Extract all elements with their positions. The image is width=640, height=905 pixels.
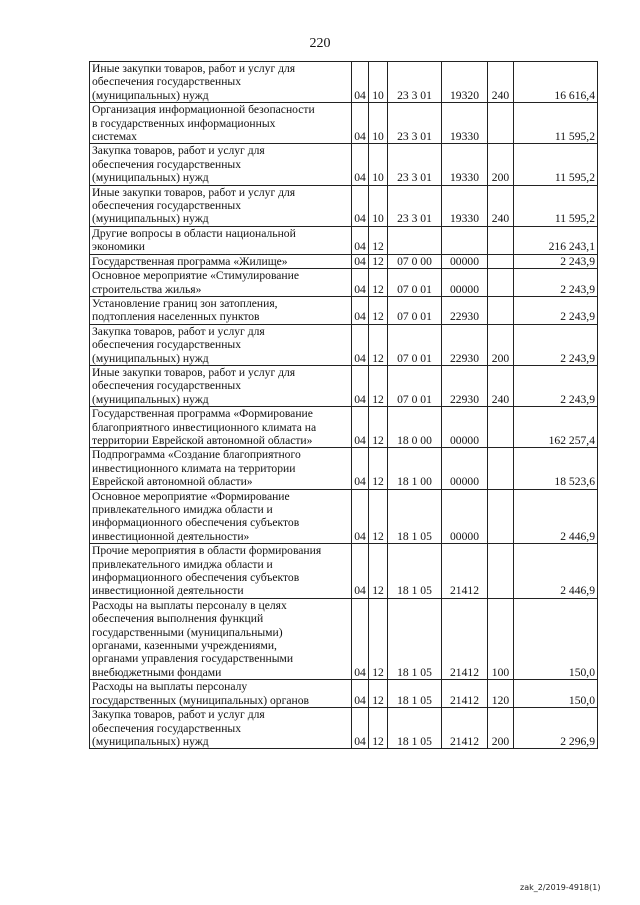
target-article-cell	[388, 103, 442, 144]
amount-cell: 216 243,1	[514, 226, 598, 254]
target-article-part: 18	[397, 693, 409, 707]
item-name-cell: Закупка товаров, работ и услуг для обеспечения государственных (муниципальных) нужд	[90, 708, 352, 749]
expense-type-cell	[488, 254, 514, 268]
target-article-part: 18	[397, 529, 409, 543]
section-code-cell: 04	[352, 296, 369, 324]
item-name-cell: Другие вопросы в области национальной экономики	[90, 226, 352, 254]
target-article-cell	[388, 269, 442, 297]
expense-type-cell	[488, 103, 514, 144]
expense-type-cell: 200	[488, 144, 514, 185]
target-article-part: 01	[420, 130, 432, 144]
section-code-cell: 04	[352, 708, 369, 749]
expense-type-cell	[488, 489, 514, 544]
amount-cell: 16 616,4	[514, 62, 598, 103]
target-article-part: 05	[420, 584, 432, 598]
target-article-part: 0	[411, 433, 418, 447]
target-article-part: 05	[420, 734, 432, 748]
target-article-cell	[388, 324, 442, 365]
subsection-code-cell: 12	[369, 296, 388, 324]
target-article-part: 0	[411, 254, 418, 268]
subsection-code-cell: 12	[369, 489, 388, 544]
target-article-cell	[388, 254, 442, 268]
direction-code-cell: 19320	[442, 62, 488, 103]
target-article-part: 01	[420, 392, 432, 406]
amount-cell: 162 257,4	[514, 407, 598, 448]
target-article-part: 23	[397, 171, 409, 185]
item-name-cell: Закупка товаров, работ и услуг для обеспечения государственных (муниципальных) нужд	[90, 324, 352, 365]
table-row	[90, 144, 598, 185]
table-row	[90, 544, 598, 599]
direction-code-cell: 00000	[442, 407, 488, 448]
item-name-cell: Государственная программа «Жилище»	[90, 254, 352, 268]
section-code-cell: 04	[352, 254, 369, 268]
table-row	[90, 489, 598, 544]
amount-cell: 2 296,9	[514, 708, 598, 749]
direction-code-cell: 21412	[442, 544, 488, 599]
target-article-part: 3	[411, 171, 418, 185]
target-article-part: 01	[420, 310, 432, 324]
item-name-cell: Закупка товаров, работ и услуг для обеспечения государственных (муниципальных) нужд	[90, 144, 352, 185]
direction-code-cell	[442, 226, 488, 254]
target-article-cell	[388, 296, 442, 324]
section-code-cell: 04	[352, 598, 369, 679]
amount-cell: 11 595,2	[514, 185, 598, 226]
target-article-part: 1	[411, 665, 418, 679]
target-article-part: 01	[420, 171, 432, 185]
table-row	[90, 407, 598, 448]
direction-code-cell: 21412	[442, 598, 488, 679]
target-article-part: 23	[397, 212, 409, 226]
target-article-part: 01	[420, 88, 432, 102]
target-article-part: 18	[397, 665, 409, 679]
target-article-code	[397, 666, 432, 679]
section-code-cell: 04	[352, 269, 369, 297]
section-code-cell: 04	[352, 62, 369, 103]
target-article-cell	[388, 407, 442, 448]
target-article-part: 01	[420, 212, 432, 226]
direction-code-cell: 21412	[442, 680, 488, 708]
target-article-cell	[388, 365, 442, 406]
item-name-cell: Организация информационной безопасности в государственных информационных системах	[90, 103, 352, 144]
expense-type-cell	[488, 544, 514, 599]
table-row	[90, 324, 598, 365]
section-code-cell: 04	[352, 103, 369, 144]
target-article-part: 18	[397, 475, 409, 489]
target-article-part: 3	[411, 212, 418, 226]
section-code-cell: 04	[352, 324, 369, 365]
target-article-part: 0	[411, 392, 418, 406]
target-article-part: 07	[397, 310, 409, 324]
item-name-cell: Иные закупки товаров, работ и услуг для обеспечения государственных (муниципальных) нужд	[90, 185, 352, 226]
subsection-code-cell: 12	[369, 708, 388, 749]
target-article-part: 00	[420, 254, 432, 268]
expense-type-cell: 240	[488, 365, 514, 406]
target-article-code	[397, 735, 432, 748]
subsection-code-cell: 12	[369, 254, 388, 268]
section-code-cell: 04	[352, 185, 369, 226]
target-article-part: 0	[411, 310, 418, 324]
item-name-cell: Иные закупки товаров, работ и услуг для обеспечения государственных (муниципальных) нужд	[90, 62, 352, 103]
subsection-code-cell: 12	[369, 365, 388, 406]
target-article-code	[397, 89, 432, 102]
amount-cell: 2 243,9	[514, 324, 598, 365]
item-name-cell: Государственная программа «Формирование благоприятного инвестиционного климата на территории Еврейской автономной области»	[90, 407, 352, 448]
section-code-cell: 04	[352, 226, 369, 254]
amount-cell: 2 243,9	[514, 254, 598, 268]
target-article-code	[397, 130, 432, 143]
direction-code-cell: 00000	[442, 269, 488, 297]
amount-cell: 2 243,9	[514, 269, 598, 297]
target-article-part: 1	[411, 693, 418, 707]
table-row	[90, 226, 598, 254]
target-article-part: 1	[411, 529, 418, 543]
amount-cell: 18 523,6	[514, 448, 598, 489]
target-article-code	[397, 212, 432, 225]
table-row	[90, 598, 598, 679]
target-article-code	[397, 171, 432, 184]
item-name-cell: Иные закупки товаров, работ и услуг для обеспечения государственных (муниципальных) нужд	[90, 365, 352, 406]
subsection-code-cell: 12	[369, 448, 388, 489]
subsection-code-cell: 12	[369, 226, 388, 254]
table-row	[90, 296, 598, 324]
target-article-part: 0	[411, 282, 418, 296]
amount-cell: 2 243,9	[514, 365, 598, 406]
amount-cell: 150,0	[514, 680, 598, 708]
table-row	[90, 365, 598, 406]
target-article-part: 18	[397, 584, 409, 598]
target-article-part: 00	[420, 475, 432, 489]
direction-code-cell: 22930	[442, 296, 488, 324]
target-article-part: 3	[411, 130, 418, 144]
target-article-cell	[388, 598, 442, 679]
expense-type-cell	[488, 296, 514, 324]
amount-cell: 11 595,2	[514, 144, 598, 185]
target-article-code	[397, 475, 432, 488]
target-article-part: 23	[397, 88, 409, 102]
subsection-code-cell: 10	[369, 103, 388, 144]
expense-type-cell: 120	[488, 680, 514, 708]
direction-code-cell: 19330	[442, 185, 488, 226]
page-number: 220	[309, 36, 331, 51]
target-article-cell	[388, 489, 442, 544]
table-body	[90, 62, 598, 749]
target-article-code	[397, 352, 432, 365]
table-row	[90, 708, 598, 749]
target-article-part: 3	[411, 88, 418, 102]
target-article-part: 0	[411, 351, 418, 365]
target-article-part: 01	[420, 351, 432, 365]
item-name-cell: Подпрограмма «Создание благоприятного инвестиционного климата на территории Еврейской автономной области»	[90, 448, 352, 489]
direction-code-cell: 00000	[442, 254, 488, 268]
direction-code-cell: 19330	[442, 144, 488, 185]
section-code-cell: 04	[352, 489, 369, 544]
subsection-code-cell: 12	[369, 680, 388, 708]
document-code: zak_2/2019-4918(1)	[520, 883, 601, 892]
table-row	[90, 269, 598, 297]
target-article-code	[397, 283, 432, 296]
section-code-cell: 04	[352, 448, 369, 489]
item-name-cell: Основное мероприятие «Стимулирование строительства жилья»	[90, 269, 352, 297]
target-article-code	[397, 584, 432, 597]
table-row	[90, 185, 598, 226]
section-code-cell: 04	[352, 544, 369, 599]
item-name-cell: Установление границ зон затопления, подтопления населенных пунктов	[90, 296, 352, 324]
target-article-code	[397, 310, 432, 323]
target-article-cell	[388, 708, 442, 749]
direction-code-cell: 21412	[442, 708, 488, 749]
target-article-cell	[388, 448, 442, 489]
target-article-part: 23	[397, 130, 409, 144]
target-article-part: 05	[420, 529, 432, 543]
amount-cell: 150,0	[514, 598, 598, 679]
expense-type-cell: 240	[488, 185, 514, 226]
target-article-part: 05	[420, 665, 432, 679]
amount-cell: 2 243,9	[514, 296, 598, 324]
target-article-cell	[388, 544, 442, 599]
target-article-part: 07	[397, 282, 409, 296]
target-article-cell	[388, 226, 442, 254]
subsection-code-cell: 12	[369, 407, 388, 448]
target-article-code	[397, 530, 432, 543]
subsection-code-cell: 12	[369, 544, 388, 599]
expense-type-cell: 240	[488, 62, 514, 103]
direction-code-cell: 19330	[442, 103, 488, 144]
target-article-cell	[388, 62, 442, 103]
target-article-part: 18	[397, 433, 409, 447]
subsection-code-cell: 10	[369, 185, 388, 226]
target-article-part: 01	[420, 282, 432, 296]
target-article-code	[397, 255, 432, 268]
section-code-cell: 04	[352, 407, 369, 448]
target-article-part: 1	[411, 475, 418, 489]
section-code-cell: 04	[352, 680, 369, 708]
expense-type-cell: 200	[488, 324, 514, 365]
subsection-code-cell: 10	[369, 144, 388, 185]
target-article-code	[397, 393, 432, 406]
section-code-cell: 04	[352, 365, 369, 406]
amount-cell: 2 446,9	[514, 489, 598, 544]
target-article-cell	[388, 144, 442, 185]
amount-cell: 11 595,2	[514, 103, 598, 144]
target-article-part: 07	[397, 351, 409, 365]
expense-type-cell: 100	[488, 598, 514, 679]
expense-type-cell: 200	[488, 708, 514, 749]
target-article-part: 00	[420, 433, 432, 447]
direction-code-cell: 22930	[442, 324, 488, 365]
subsection-code-cell: 12	[369, 269, 388, 297]
target-article-part: 05	[420, 693, 432, 707]
expense-type-cell	[488, 448, 514, 489]
target-article-part: 07	[397, 254, 409, 268]
target-article-code	[397, 434, 432, 447]
target-article-part: 1	[411, 584, 418, 598]
target-article-part: 07	[397, 392, 409, 406]
expense-type-cell	[488, 226, 514, 254]
direction-code-cell: 00000	[442, 448, 488, 489]
target-article-part: 18	[397, 734, 409, 748]
expense-type-cell	[488, 407, 514, 448]
expense-type-cell	[488, 269, 514, 297]
target-article-code	[397, 694, 432, 707]
subsection-code-cell: 12	[369, 598, 388, 679]
direction-code-cell: 00000	[442, 489, 488, 544]
table-row	[90, 680, 598, 708]
item-name-cell: Расходы на выплаты персоналу государственных (муниципальных) органов	[90, 680, 352, 708]
table-row	[90, 103, 598, 144]
item-name-cell: Прочие мероприятия в области формирования привлекательного имиджа области и информационного обеспечения субъектов инвестиционной деятельности	[90, 544, 352, 599]
target-article-cell	[388, 185, 442, 226]
target-article-part: 1	[411, 734, 418, 748]
section-code-cell: 04	[352, 144, 369, 185]
table-row	[90, 62, 598, 103]
item-name-cell: Расходы на выплаты персоналу в целях обеспечения выполнения функций государственными (муниципальными) органами, казенными учреждениями, органами управления государственными внебюджетными фондами	[90, 598, 352, 679]
budget-table	[89, 61, 598, 749]
table-row	[90, 448, 598, 489]
target-article-cell	[388, 680, 442, 708]
direction-code-cell: 22930	[442, 365, 488, 406]
table-row	[90, 254, 598, 268]
subsection-code-cell: 10	[369, 62, 388, 103]
subsection-code-cell: 12	[369, 324, 388, 365]
item-name-cell: Основное мероприятие «Формирование привлекательного имиджа области и информационного обеспечения субъектов инвестиционной деятельности»	[90, 489, 352, 544]
amount-cell: 2 446,9	[514, 544, 598, 599]
